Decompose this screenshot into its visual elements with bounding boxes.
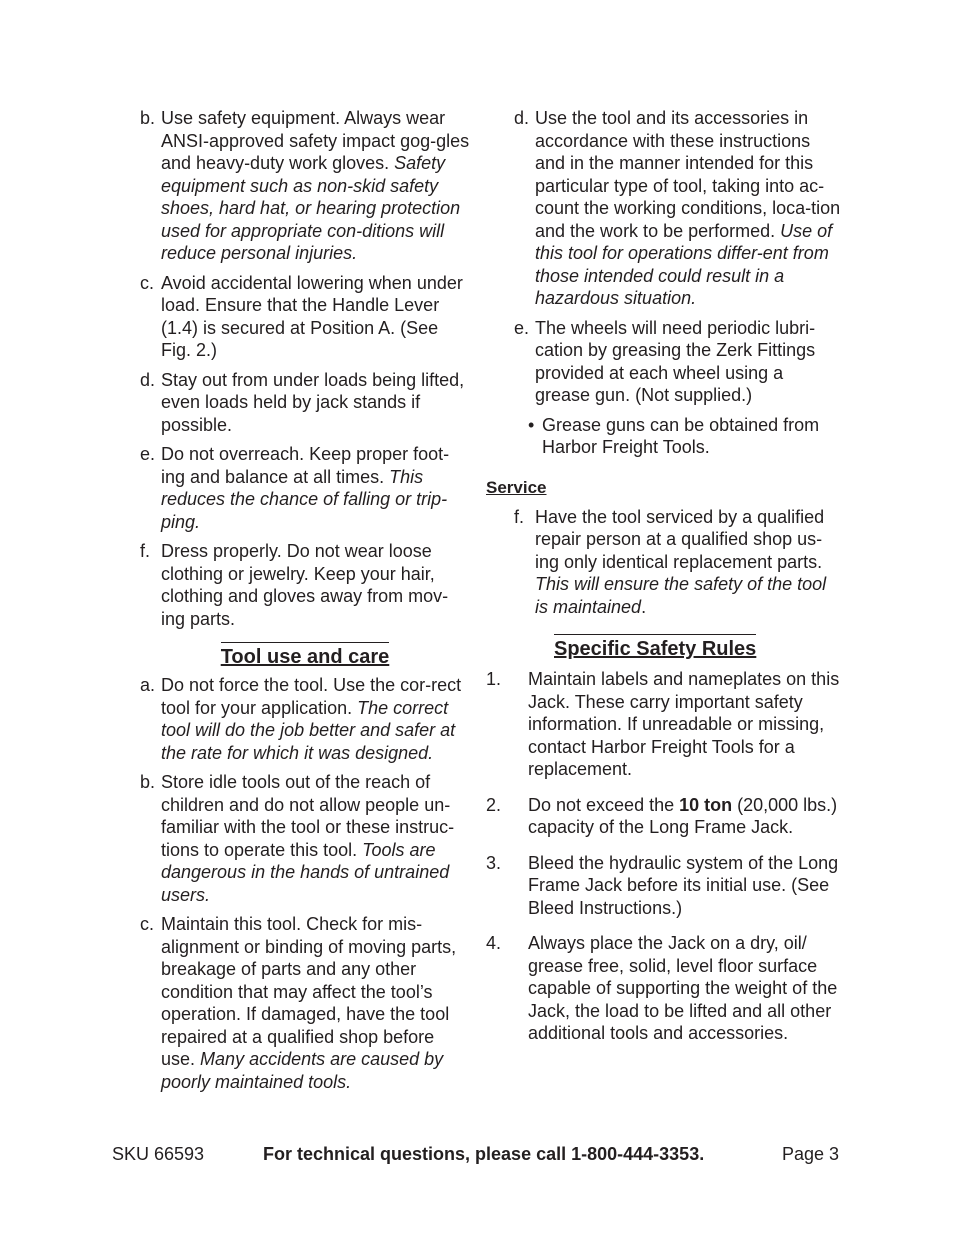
item-marker: e. [140,444,156,464]
tech-support-line: For technical questions, please call 1-800-444-3353. [263,1144,705,1164]
rule-text: Bleed the hydraulic system of the Long Frame Jack before its initial use. (See Bleed Instructions.) [528,852,839,918]
item-marker: f. [140,541,151,561]
rule-item [486,852,842,920]
bullet-item [486,414,842,459]
list-item [140,272,470,362]
page-number: Page 3 [782,1144,840,1164]
item-text: Use safety equipment. Always wear ANSI-approved safety impact gog-gles and heavy-duty work gloves. [161,108,470,173]
rule-item [486,668,842,781]
sku-label: SKU 66593 [112,1144,205,1164]
item-marker: e. [514,317,530,338]
bullet-marker: • [528,414,535,435]
item-text: Stay out from under loads being lifted, even loads held by jack stands if possible. [161,369,465,435]
rule-number: 1. [486,669,502,689]
item-text: The wheels will need periodic lubri-cation by greasing the Zerk Fittings provided at each wheel using a grease gun. (Not supplied.) [535,317,816,405]
list-item [140,540,470,630]
item-text: Do not force the tool. Use the cor-rect tool for your application. [161,675,462,718]
section-heading-wrap [140,642,470,670]
item-marker: b. [140,108,156,128]
item-end: . [641,596,647,617]
left-column [140,107,470,1100]
item-text: Maintain this tool. Check for mis-alignment or binding of moving parts, breakage of parts and any other condition that may affect the tool’s operation. If damaged, have the tool repaired at a qualified shop before use. [161,914,457,1069]
item-note: Many accidents are caused by poorly maintained tools. [161,1049,444,1092]
rule-bold-text: 10 ton [679,794,733,815]
item-marker: c. [140,272,155,293]
item-marker: b. [140,772,156,792]
item-text: Dress properly. Do not wear loose clothing or jewelry. Keep your hair, clothing and gloves away from mov-ing parts. [161,541,449,629]
right-column [486,107,842,1058]
rule-number: 4. [486,933,502,953]
list-item [140,913,470,1093]
bullet-text: Grease guns can be obtained from Harbor Freight Tools. [542,414,820,457]
item-text: Use the tool and its accessories in accordance with these instructions and in the manner intended for this particular type of tool, taking into ac-count the working conditions, loca-tion and the work to be performed. [535,108,841,241]
item-marker: a. [140,675,156,695]
item-text: Store idle tools out of the reach of children and do not allow people un-familiar with the tool or these instruc-tions to operate this tool. [161,772,455,860]
list-item [140,771,470,906]
rules-heading: Specific Safety Rules [554,634,756,662]
item-note: Use of this tool for operations differ-ent from those intended could result in a hazardous situation. [535,220,833,308]
item-text: Have the tool serviced by a qualified repair person at a qualified shop us-ing only identical replacement parts. [535,506,825,572]
rule-item [486,932,842,1045]
rule-number: 2. [486,794,502,815]
list-item [486,317,842,407]
item-note: Tools are dangerous in the hands of untrained users. [161,839,450,905]
item-note: The correct tool will do the job better and safer at the rate for which it was designed. [161,697,456,763]
rule-number: 3. [486,852,502,873]
rules-heading-wrap [486,634,842,662]
item-note: This reduces the chance of falling or trip-ping. [161,466,448,532]
item-text: Avoid accidental lowering when under load. Ensure that the Handle Lever (1.4) is secured at Position A. (See Fig. 2.) [161,272,463,360]
list-item [140,369,470,437]
item-marker: d. [140,369,156,390]
section-heading: Tool use and care [221,642,390,670]
item-marker: c. [140,914,155,934]
list-item [140,107,470,265]
list-item [140,674,470,764]
rule-text: Do not exceed the [528,794,680,815]
item-marker: d. [514,108,530,128]
item-note: This will ensure the safety of the tool is maintained [535,574,827,617]
rule-item [486,794,842,839]
rule-text: Always place the Jack on a dry, oil/ grease free, solid, level floor surface capable of supporting the weight of the Jack, the load to be lifted and all other additional tools and accessories. [528,933,838,1043]
list-item [486,506,842,619]
list-item [140,443,470,533]
item-note: Safety equipment such as non-skid safety shoes, hard hat, or hearing protection used for appropriate con-ditions will reduce personal injuries. [161,153,461,263]
list-item [486,107,842,310]
rule-text-end: (20,000 lbs.) capacity of the Long Frame Jack. [528,794,838,837]
item-text: Do not overreach. Keep proper foot-ing and balance at all times. [161,444,450,487]
rule-text: Maintain labels and nameplates on this Jack. These carry important safety information. If unreadable or missing, contact Harbor Freight Tools for a replacement. [528,669,840,779]
item-marker: f. [514,506,525,527]
service-heading: Service [486,477,547,497]
